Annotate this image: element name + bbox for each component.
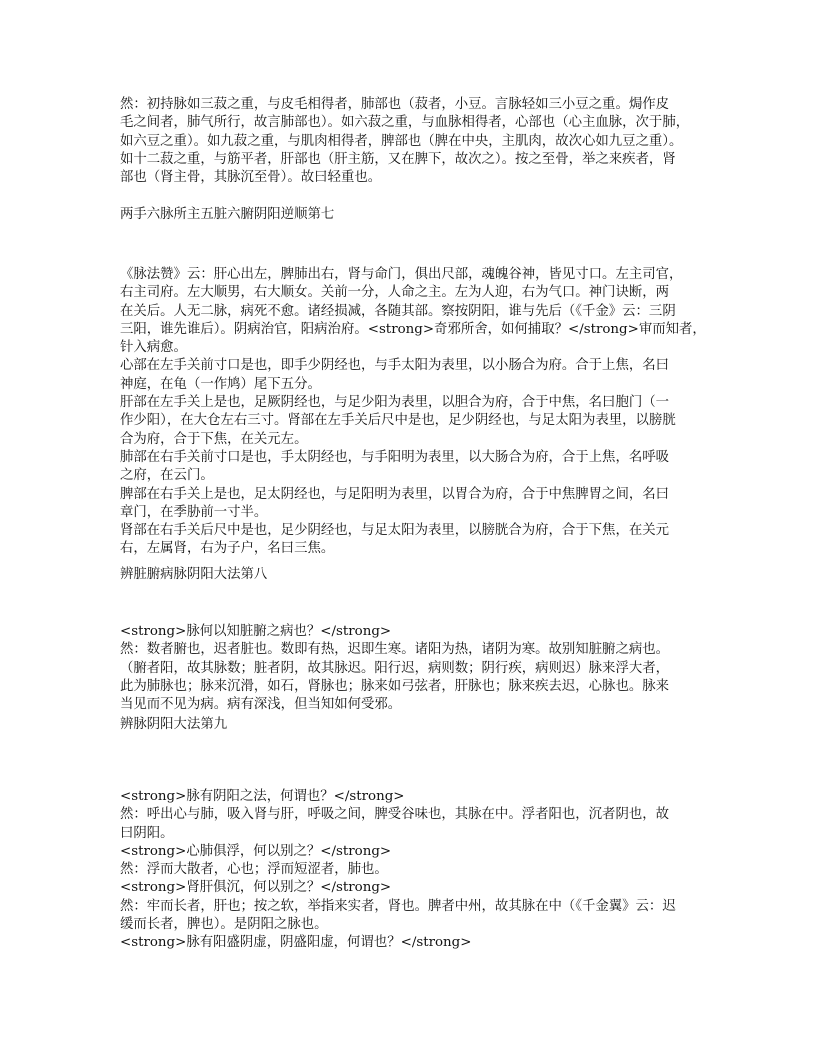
- heading-text: 两手六脉所主五脏六腑阴阳逆顺第七: [120, 207, 335, 222]
- text-line: 当见而不见为病。病有深浅，但当知如何受邪。: [120, 697, 402, 713]
- text-line: <strong>脉何以知脏腑之病也？</strong>: [120, 624, 392, 639]
- text-line: 右，左属肾，右为子户，名曰三焦。: [120, 541, 335, 557]
- text-line: 在关后。人无二脉，病死不愈。诸经损减，各随其部。察按阴阳，谁与先后（《千金》云：三阴: [120, 303, 676, 319]
- text-line: 肝部在左手关上是也，足厥阴经也，与足少阳为表里，以胆合为府，合于中焦，名曰胞门（一: [120, 395, 670, 411]
- text-line: （腑者阳，故其脉数；脏者阴，故其脉迟。阳行迟，病则数；阴行疾，病则迟）脉来浮大者，: [120, 660, 670, 676]
- text-line: <strong>脉有阴阳之法，何谓也？</strong>: [120, 789, 405, 804]
- text-line: 曰阴阳。: [120, 825, 174, 841]
- text-line: 如十二菽之重，与筋平者，肝部也（肝主筋，又在脾下，故次之）。按之至骨，举之来疾者，肾: [120, 151, 676, 167]
- text-line: <strong>肾肝俱沉，何以别之？</strong>: [120, 880, 392, 896]
- text-line: 神庭，在龟（一作鸠）尾下五分。: [120, 376, 321, 392]
- paragraph-six-pulses: [120, 266, 706, 559]
- text-line: 缓而长者，脾也）。是阴阳之脉也。: [120, 917, 328, 933]
- text-line: 心部在左手关前寸口是也，即手少阴经也，与手太阳为表里，以小肠合为府。合于上焦，名曰: [120, 358, 670, 374]
- text-line: 毛之间者，肺气所行，故言肺部也）。如六菽之重，与血脉相得者，心部也（心主血脉，次于肺，: [120, 115, 690, 131]
- text-line: 然：数者腑也，迟者脏也。数即有热，迟即生寒。诸阳为热，诸阴为寒。故别知脏腑之病也。: [120, 642, 670, 658]
- text-line: 针入病愈。: [120, 340, 187, 356]
- text-line: 章门，在季胁前一寸半。: [120, 504, 268, 520]
- text-line: 之府，在云门。: [120, 468, 214, 484]
- text-line: 脾部在右手关上是也，足太阴经也，与足阳明为表里，以胃合为府，合于中焦脾胃之间，名曰: [120, 486, 670, 502]
- text-line: 右主司府。左大顺男，右大顺女。关前一分，人命之主。左为人迎，右为气口。神门诀断，两: [120, 285, 670, 301]
- text-line: 三阳，谁先谁后）。阴病治官，阳病治府。<strong>奇邪所舍，如何捕取？</strong>审而知者，: [120, 321, 706, 337]
- section-heading-9: [120, 716, 700, 734]
- text-line: <strong>心肺俱浮，何以别之？</strong>: [120, 843, 392, 859]
- section-heading-7: [120, 206, 700, 224]
- text-line: 部也（肾主骨，其脉沉至骨）。故曰轻重也。: [120, 170, 382, 186]
- text-line: 如六豆之重）。如九菽之重，与肌肉相得者，脾部也（脾在中央，主肌肉，故次心如九豆之重）。: [120, 133, 683, 149]
- text-line: <strong>脉有阳盛阴虚，阴盛阳虚，何谓也？</strong>: [120, 935, 472, 951]
- text-line: 《脉法赞》云：肝心出左，脾肺出右，肾与命门，俱出尺部，魂魄谷神，皆见寸口。左主司官，: [120, 267, 683, 282]
- text-line: 合为府，合于下焦，在关元左。: [120, 431, 308, 447]
- heading-text: 辨脏腑病脉阴阳大法第八: [120, 567, 268, 582]
- text-line: 然：初持脉如三菽之重，与皮毛相得者，肺部也（菽者，小豆。言脉轻如三小豆之重。焗作皮: [120, 97, 670, 112]
- text-line: 然：浮而大散者，心也；浮而短涩者，肺也。: [120, 862, 388, 878]
- paragraph-yin-yang-pulses: [120, 788, 700, 953]
- text-line: 肺部在右手关前寸口是也，手太阴经也，与手阳明为表里，以大肠合为府，合于上焦，名呼吸: [120, 449, 670, 465]
- section-heading-8: [120, 566, 700, 584]
- text-line: 肾部在右手关后尺中是也，足少阴经也，与足太阳为表里，以膀胱合为府，合于下焦，在关元: [120, 523, 670, 539]
- text-line: 然：牢而长者，肝也；按之软，举指来实者，肾也。脾者中州，故其脉在中（《千金翼》云：迟: [120, 898, 676, 914]
- text-line: 然：呼出心与肺，吸入肾与肝，呼吸之间，脾受谷味也，其脉在中。浮者阳也，沉者阴也，故: [120, 807, 670, 823]
- text-line: 此为肺脉也；脉来沉滑，如石，肾脉也；脉来如弓弦者，肝脉也；脉来疾去迟，心脉也。脉来: [120, 678, 670, 694]
- paragraph-pulse-weights: [120, 96, 700, 187]
- text-line: 作少阳），在大仓左右三寸。肾部在左手关后尺中是也，足少阴经也，与足太阳为表里，以膀胱: [120, 413, 676, 429]
- paragraph-organ-disease-pulses: [120, 623, 700, 714]
- heading-text: 辨脉阴阳大法第九: [120, 717, 228, 732]
